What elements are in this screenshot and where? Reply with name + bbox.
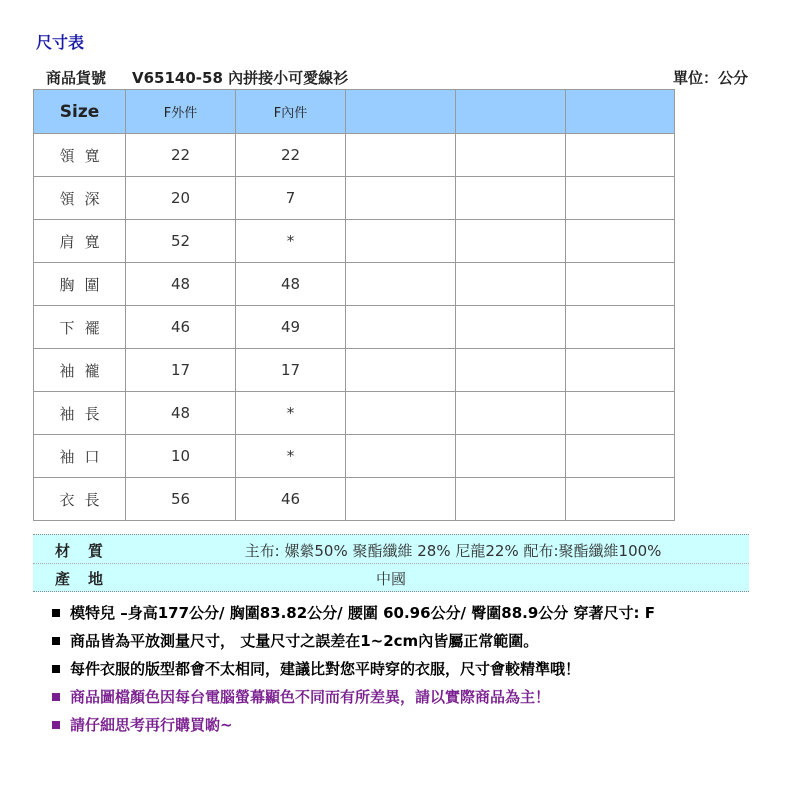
row-label: 袖口 bbox=[34, 435, 126, 478]
row-label: 袖長 bbox=[34, 392, 126, 435]
table-cell: 22 bbox=[126, 134, 236, 177]
note-text: 請仔細思考再行購買喲~ bbox=[70, 716, 233, 734]
table-cell bbox=[566, 263, 675, 306]
row-label: 領寬 bbox=[34, 134, 126, 177]
row-label: 胸圍 bbox=[34, 263, 126, 306]
table-cell bbox=[566, 349, 675, 392]
table-cell bbox=[566, 220, 675, 263]
header-empty bbox=[346, 90, 456, 134]
square-bullet-icon bbox=[52, 665, 60, 673]
table-cell: 56 bbox=[126, 478, 236, 521]
origin-label: 產地 bbox=[55, 570, 122, 588]
table-cell bbox=[456, 435, 566, 478]
product-code-label: 商品貨號 bbox=[46, 69, 107, 87]
table-cell: * bbox=[236, 435, 346, 478]
table-cell bbox=[346, 306, 456, 349]
square-bullet-icon bbox=[52, 721, 60, 729]
table-cell: 46 bbox=[236, 478, 346, 521]
table-cell bbox=[456, 220, 566, 263]
row-label: 肩寬 bbox=[34, 220, 126, 263]
table-row bbox=[34, 392, 675, 435]
table-row bbox=[34, 349, 675, 392]
table-cell: 10 bbox=[126, 435, 236, 478]
table-cell: 17 bbox=[236, 349, 346, 392]
row-label: 下襬 bbox=[34, 306, 126, 349]
table-cell: 17 bbox=[126, 349, 236, 392]
table-cell: * bbox=[236, 392, 346, 435]
size-table bbox=[33, 89, 675, 521]
product-code: V65140-58 內拼接小可愛線衫 bbox=[132, 69, 349, 87]
material-value: 主布: 嫘縈50% 聚酯纖維 28% 尼龍22% 配布:聚酯纖維100% bbox=[244, 542, 662, 560]
header-f-outer: F外件 bbox=[126, 90, 236, 134]
table-cell: * bbox=[236, 220, 346, 263]
note-text: 商品皆為平放測量尺寸， 丈量尺寸之誤差在1~2cm內皆屬正常範圍。 bbox=[70, 632, 539, 650]
table-row bbox=[34, 220, 675, 263]
table-cell bbox=[456, 392, 566, 435]
page-title: 尺寸表 bbox=[36, 33, 85, 52]
table-cell bbox=[566, 134, 675, 177]
table-cell bbox=[566, 435, 675, 478]
table-cell bbox=[346, 349, 456, 392]
table-cell bbox=[456, 177, 566, 220]
note-text: 模特兒 –身高177公分/ 胸圍83.82公分/ 腰圍 60.96公分/ 臀圍88.9公分 穿著尺寸: F bbox=[70, 604, 655, 622]
note-text: 每件衣服的版型都會不太相同，建議比對您平時穿的衣服，尺寸會較精準哦！ bbox=[70, 660, 581, 678]
square-bullet-icon bbox=[52, 693, 60, 701]
table-row bbox=[34, 435, 675, 478]
table-row bbox=[34, 263, 675, 306]
row-label: 領深 bbox=[34, 177, 126, 220]
table-cell bbox=[346, 220, 456, 263]
header-f-inner: F內件 bbox=[236, 90, 346, 134]
table-cell bbox=[566, 392, 675, 435]
table-cell bbox=[566, 177, 675, 220]
origin-value: 中國 bbox=[375, 570, 406, 588]
material-label: 材質 bbox=[55, 542, 122, 560]
square-bullet-icon bbox=[52, 637, 60, 645]
table-cell: 52 bbox=[126, 220, 236, 263]
table-row bbox=[34, 177, 675, 220]
table-cell: 48 bbox=[126, 263, 236, 306]
note-text: 商品圖檔顏色因每台電腦螢幕顯色不同而有所差異，請以實際商品為主！ bbox=[70, 688, 551, 706]
table-row bbox=[34, 134, 675, 177]
row-label: 衣長 bbox=[34, 478, 126, 521]
info-box bbox=[33, 534, 749, 592]
table-cell bbox=[456, 134, 566, 177]
table-cell bbox=[346, 435, 456, 478]
unit-label: 單位：公分 bbox=[672, 69, 748, 87]
product-header bbox=[42, 65, 754, 89]
table-row bbox=[34, 478, 675, 521]
header-size: Size bbox=[34, 90, 126, 134]
header-empty bbox=[566, 90, 675, 134]
table-cell bbox=[456, 478, 566, 521]
table-cell bbox=[456, 263, 566, 306]
table-cell bbox=[456, 349, 566, 392]
origin-row bbox=[33, 563, 749, 591]
size-table-header bbox=[34, 90, 675, 134]
table-cell bbox=[346, 478, 456, 521]
material-row bbox=[33, 535, 749, 564]
row-label: 袖襱 bbox=[34, 349, 126, 392]
table-row bbox=[34, 306, 675, 349]
table-cell: 48 bbox=[126, 392, 236, 435]
table-cell bbox=[346, 134, 456, 177]
table-cell bbox=[346, 263, 456, 306]
table-cell: 7 bbox=[236, 177, 346, 220]
table-cell bbox=[456, 306, 566, 349]
table-cell: 49 bbox=[236, 306, 346, 349]
square-bullet-icon bbox=[52, 609, 60, 617]
table-cell bbox=[346, 392, 456, 435]
table-cell: 22 bbox=[236, 134, 346, 177]
header-empty bbox=[456, 90, 566, 134]
table-cell: 48 bbox=[236, 263, 346, 306]
table-cell: 20 bbox=[126, 177, 236, 220]
table-cell bbox=[346, 177, 456, 220]
table-cell: 46 bbox=[126, 306, 236, 349]
table-cell bbox=[566, 306, 675, 349]
table-cell bbox=[566, 478, 675, 521]
